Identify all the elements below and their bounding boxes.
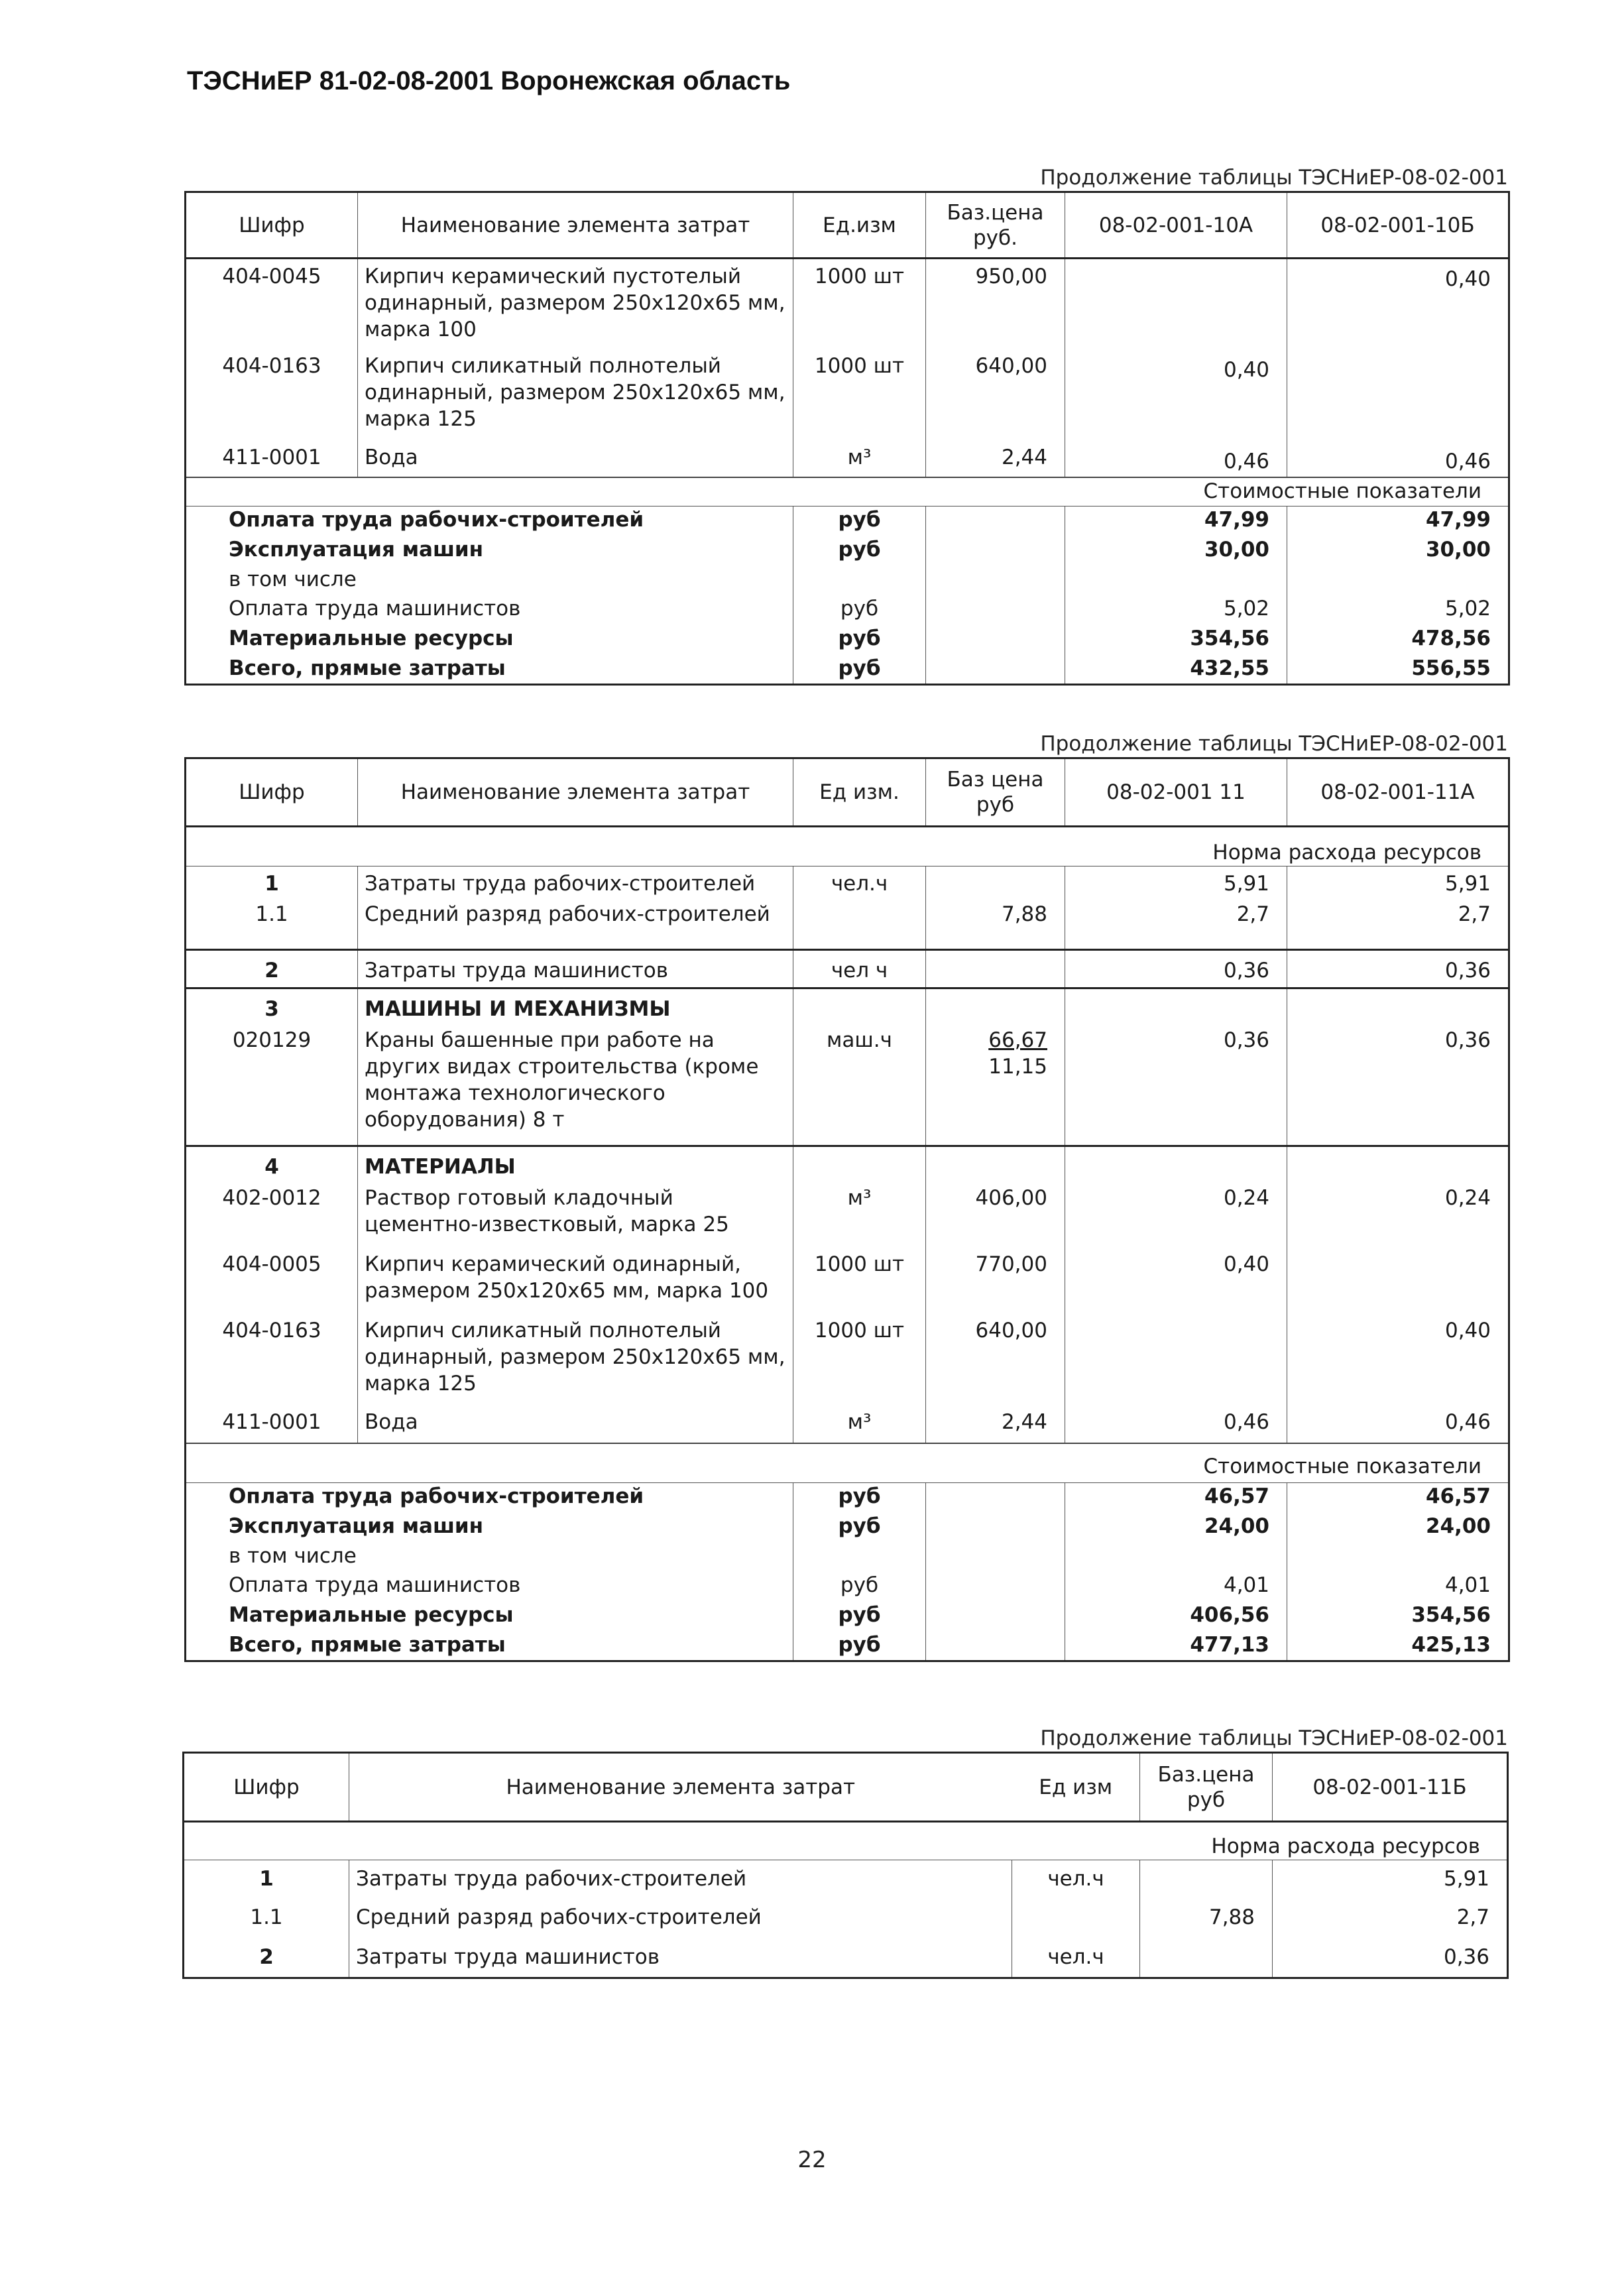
row-code: 411-0001	[222, 1409, 321, 1434]
row-code: 2	[186, 950, 358, 988]
cost-value-a: 47,99	[1065, 507, 1287, 536]
cost-unit: руб	[793, 625, 926, 655]
row-code: 1	[184, 1860, 349, 1899]
cost-name: в том числе	[229, 1543, 357, 1568]
row-unit: 1000 шт	[793, 353, 926, 444]
row-unit: м³	[793, 444, 926, 477]
table3	[182, 1752, 1509, 1979]
cost-row	[186, 625, 1509, 655]
cost-unit: руб	[793, 1513, 926, 1543]
col-header-code: Шифр	[184, 1753, 349, 1822]
col-header-price: Баз.цена руб	[1140, 1753, 1273, 1822]
table-row	[184, 1860, 1508, 1899]
row-value-a	[1065, 259, 1287, 353]
cost-value-a: 406,56	[1065, 1602, 1287, 1632]
cost-row	[186, 1632, 1509, 1661]
row-value-a: 2,7	[1065, 901, 1287, 950]
table-row	[186, 866, 1509, 901]
cost-value-a: 4,01	[1065, 1572, 1287, 1602]
row-price	[1140, 1939, 1273, 1978]
row-price: 770,00	[926, 1251, 1065, 1317]
row-code: 404-0163	[222, 353, 321, 378]
row-unit	[1012, 1899, 1140, 1939]
cost-value-b: 24,00	[1287, 1513, 1509, 1543]
cost-row	[186, 507, 1509, 536]
table2-caption: Продолжение таблицы ТЭСНиЕР-08-02-001	[1040, 732, 1508, 756]
row-name: Кирпич керамический одинарный, размером 250х120х65 мм, марка 100	[358, 1251, 793, 1317]
cost-section-header: Стоимостные показатели	[186, 477, 1509, 507]
row-name: Затраты труда рабочих-строителей	[349, 1860, 1012, 1899]
row-value-b: 0,36	[1287, 1027, 1509, 1146]
cost-row	[186, 566, 1509, 595]
cost-value-a: 24,00	[1065, 1513, 1287, 1543]
col-header-unit: Ед изм.	[793, 758, 926, 827]
cost-unit: руб	[793, 536, 926, 566]
row-price: 640,00	[926, 1317, 1065, 1409]
row-price	[1140, 1860, 1273, 1899]
cost-row	[186, 1483, 1509, 1513]
row-value-a: 0,36	[1065, 1027, 1287, 1146]
row-code: 1.1	[255, 902, 288, 926]
row-name: Кирпич силикатный полнотелый одинарный, размером 250х120х65 мм, марка 125	[358, 1317, 793, 1409]
row-code: 411-0001	[222, 445, 321, 469]
cost-unit: руб	[793, 1602, 926, 1632]
cost-name: Оплата труда рабочих-строителей	[186, 507, 793, 536]
cost-value-b: 478,56	[1287, 625, 1509, 655]
row-unit: маш.ч	[793, 1027, 926, 1146]
norm-section-header: Норма расхода ресурсов	[186, 827, 1509, 866]
table-row	[186, 444, 1509, 477]
table-row	[186, 1409, 1509, 1443]
cost-name: Всего, прямые затраты	[229, 1632, 506, 1657]
col-header-code: Шифр	[186, 192, 358, 259]
cost-row	[186, 1572, 1509, 1602]
col-header-unit: Ед изм	[1012, 1753, 1140, 1822]
table-row	[186, 1027, 1509, 1146]
cost-value-a: 477,13	[1065, 1632, 1287, 1661]
cost-value-b: 425,13	[1287, 1632, 1509, 1661]
norm-section-header: Норма расхода ресурсов	[184, 1822, 1508, 1860]
col-header-10b: 08-02-001-10Б	[1287, 192, 1509, 259]
cost-name: Эксплуатация машин	[229, 1514, 484, 1538]
col-header-name: Наименование элемента затрат	[358, 192, 793, 259]
cost-row	[186, 1543, 1509, 1572]
table-row	[186, 1317, 1509, 1409]
row-value-a: 0,46	[1065, 1409, 1287, 1443]
row-price: 2,44	[926, 1409, 1065, 1443]
cost-name: Оплата труда рабочих-строителей	[186, 1483, 793, 1513]
cost-value-a: 46,57	[1065, 1483, 1287, 1513]
row-value-a: 0,40	[1065, 353, 1287, 444]
row-value-a: 0,36	[1273, 1939, 1508, 1978]
col-header-name: Наименование элемента затрат	[358, 758, 793, 827]
row-unit: 1000 шт	[793, 1251, 926, 1317]
document-header: ТЭСНиЕР 81-02-08-2001 Воронежская область	[187, 66, 791, 95]
cost-value-a: 432,55	[1065, 655, 1287, 685]
col-header-11a: 08-02-001-11А	[1287, 758, 1509, 827]
row-value-b: 0,46	[1287, 444, 1509, 477]
row-unit: 1000 шт	[793, 259, 926, 353]
row-name: Вода	[358, 444, 793, 477]
cost-value-b: 47,99	[1287, 507, 1509, 536]
table-row	[186, 901, 1509, 950]
row-name: Затраты труда рабочих-строителей	[358, 866, 793, 901]
row-name: Краны башенные при работе на других видах строительства (кроме монтажа технологического оборудования) 8 т	[358, 1027, 793, 1146]
cost-value-b: 5,02	[1287, 595, 1509, 625]
cost-value-b: 46,57	[1287, 1483, 1509, 1513]
table3-caption: Продолжение таблицы ТЭСНиЕР-08-02-001	[1040, 1726, 1508, 1750]
row-code: 404-0163	[222, 1318, 321, 1343]
row-value-a: 5,91	[1065, 866, 1287, 901]
row-name: Вода	[358, 1409, 793, 1443]
section-title: МАШИНЫ И МЕХАНИЗМЫ	[358, 988, 793, 1027]
row-code: 020129	[232, 1028, 312, 1052]
row-value-b: 0,24	[1287, 1185, 1509, 1251]
table-row	[186, 1251, 1509, 1317]
cost-value-b: 4,01	[1287, 1572, 1509, 1602]
cost-name: Материальные ресурсы	[229, 1602, 514, 1627]
cost-name: Оплата труда машинистов	[229, 1573, 521, 1597]
row-value-a	[1065, 1317, 1287, 1409]
row-code: 2	[259, 1944, 274, 1969]
col-header-name: Наименование элемента затрат	[349, 1753, 1012, 1822]
row-value-b: 0,36	[1287, 950, 1509, 988]
section-title: МАТЕРИАЛЫ	[358, 1146, 793, 1185]
col-header-11: 08-02-001 11	[1065, 758, 1287, 827]
row-value-a: 5,91	[1273, 1860, 1508, 1899]
section-code: 3	[186, 988, 358, 1027]
row-value-a: 2,7	[1273, 1899, 1508, 1939]
row-value-b: 0,46	[1287, 1409, 1509, 1443]
row-price	[926, 1027, 1065, 1146]
row-value-b	[1287, 1251, 1509, 1317]
cost-row	[186, 1602, 1509, 1632]
table2	[184, 757, 1510, 1662]
row-value-a: 0,46	[1065, 444, 1287, 477]
cost-unit: руб	[793, 655, 926, 685]
row-value-b: 5,91	[1287, 866, 1509, 901]
row-name: Кирпич керамический пустотелый одинарный, размером 250х120х65 мм, марка 100	[358, 259, 793, 353]
cost-value-b: 354,56	[1287, 1602, 1509, 1632]
cost-value-a: 354,56	[1065, 625, 1287, 655]
row-value-b: 0,40	[1287, 1317, 1509, 1409]
row-value-b: 0,40	[1287, 259, 1509, 353]
cost-row	[186, 595, 1509, 625]
price-numerator: 66,67	[988, 1028, 1047, 1052]
row-code: 1	[186, 866, 358, 901]
table-row	[186, 1185, 1509, 1251]
cost-value-b: 556,55	[1287, 655, 1509, 685]
cost-name: Всего, прямые затраты	[229, 656, 506, 680]
row-unit: чел ч	[793, 950, 926, 988]
cost-name: Оплата труда машинистов	[229, 596, 521, 621]
row-unit: м³	[793, 1185, 926, 1251]
row-price: 406,00	[926, 1185, 1065, 1251]
cost-row	[186, 655, 1509, 685]
cost-unit: руб	[793, 1572, 926, 1602]
cost-value-a: 5,02	[1065, 595, 1287, 625]
row-name: Средний разряд рабочих-строителей	[349, 1899, 1012, 1939]
cost-unit: руб	[793, 595, 926, 625]
row-unit: чел.ч	[1012, 1939, 1140, 1978]
row-name: Средний разряд рабочих-строителей	[358, 901, 793, 950]
row-name: Затраты труда машинистов	[349, 1939, 1012, 1978]
col-header-10a: 08-02-001-10А	[1065, 192, 1287, 259]
col-header-price: Баз.цена руб.	[926, 192, 1065, 259]
row-value-b	[1287, 353, 1509, 444]
table-row	[184, 1899, 1508, 1939]
row-value-a: 0,24	[1065, 1185, 1287, 1251]
row-value-a: 0,40	[1065, 1251, 1287, 1317]
row-unit: 1000 шт	[793, 1317, 926, 1409]
table-row	[186, 259, 1509, 353]
row-name: Затраты труда машинистов	[358, 950, 793, 988]
row-price: 950,00	[926, 259, 1065, 353]
row-value-b: 2,7	[1287, 901, 1509, 950]
row-name: Раствор готовый кладочный цементно-известковый, марка 25	[358, 1185, 793, 1251]
cost-name: Эксплуатация машин	[229, 537, 484, 562]
cost-name: в том числе	[229, 567, 357, 591]
row-code: 404-0045	[222, 265, 321, 288]
row-price: 7,88	[926, 901, 1065, 950]
cost-row	[186, 1513, 1509, 1543]
cost-value-a: 30,00	[1065, 536, 1287, 566]
col-header-11b: 08-02-001-11Б	[1273, 1753, 1508, 1822]
table-row	[184, 1939, 1508, 1978]
row-price: 640,00	[926, 353, 1065, 444]
cost-section-header: Стоимостные показатели	[186, 1443, 1509, 1483]
cost-name: Материальные ресурсы	[229, 626, 514, 650]
table1	[184, 191, 1510, 686]
cost-unit: руб	[793, 1632, 926, 1661]
table-row	[186, 353, 1509, 444]
row-name: Кирпич силикатный полнотелый одинарный, размером 250х120х65 мм, марка 125	[358, 353, 793, 444]
table1-caption: Продолжение таблицы ТЭСНиЕР-08-02-001	[1040, 166, 1508, 190]
section-row	[186, 1146, 1509, 1185]
cost-unit: руб	[793, 507, 926, 536]
table-row	[186, 950, 1509, 988]
section-code: 4	[186, 1146, 358, 1185]
row-unit: м³	[793, 1409, 926, 1443]
row-unit: чел.ч	[793, 866, 926, 901]
cost-unit: руб	[793, 1483, 926, 1513]
row-price: 7,88	[1140, 1899, 1273, 1939]
page-number: 22	[797, 2147, 827, 2173]
col-header-price: Баз цена руб	[926, 758, 1065, 827]
col-header-unit: Ед.изм	[793, 192, 926, 259]
section-row	[186, 988, 1509, 1027]
row-price: 2,44	[926, 444, 1065, 477]
row-code: 1.1	[250, 1905, 283, 1929]
row-code: 404-0005	[222, 1252, 321, 1276]
row-code: 402-0012	[222, 1185, 321, 1210]
row-unit: чел.ч	[1012, 1860, 1140, 1899]
price-denominator: 11,15	[988, 1054, 1047, 1079]
cost-row	[186, 536, 1509, 566]
cost-value-b: 30,00	[1287, 536, 1509, 566]
col-header-code: Шифр	[186, 758, 358, 827]
row-value-a: 0,36	[1065, 950, 1287, 988]
